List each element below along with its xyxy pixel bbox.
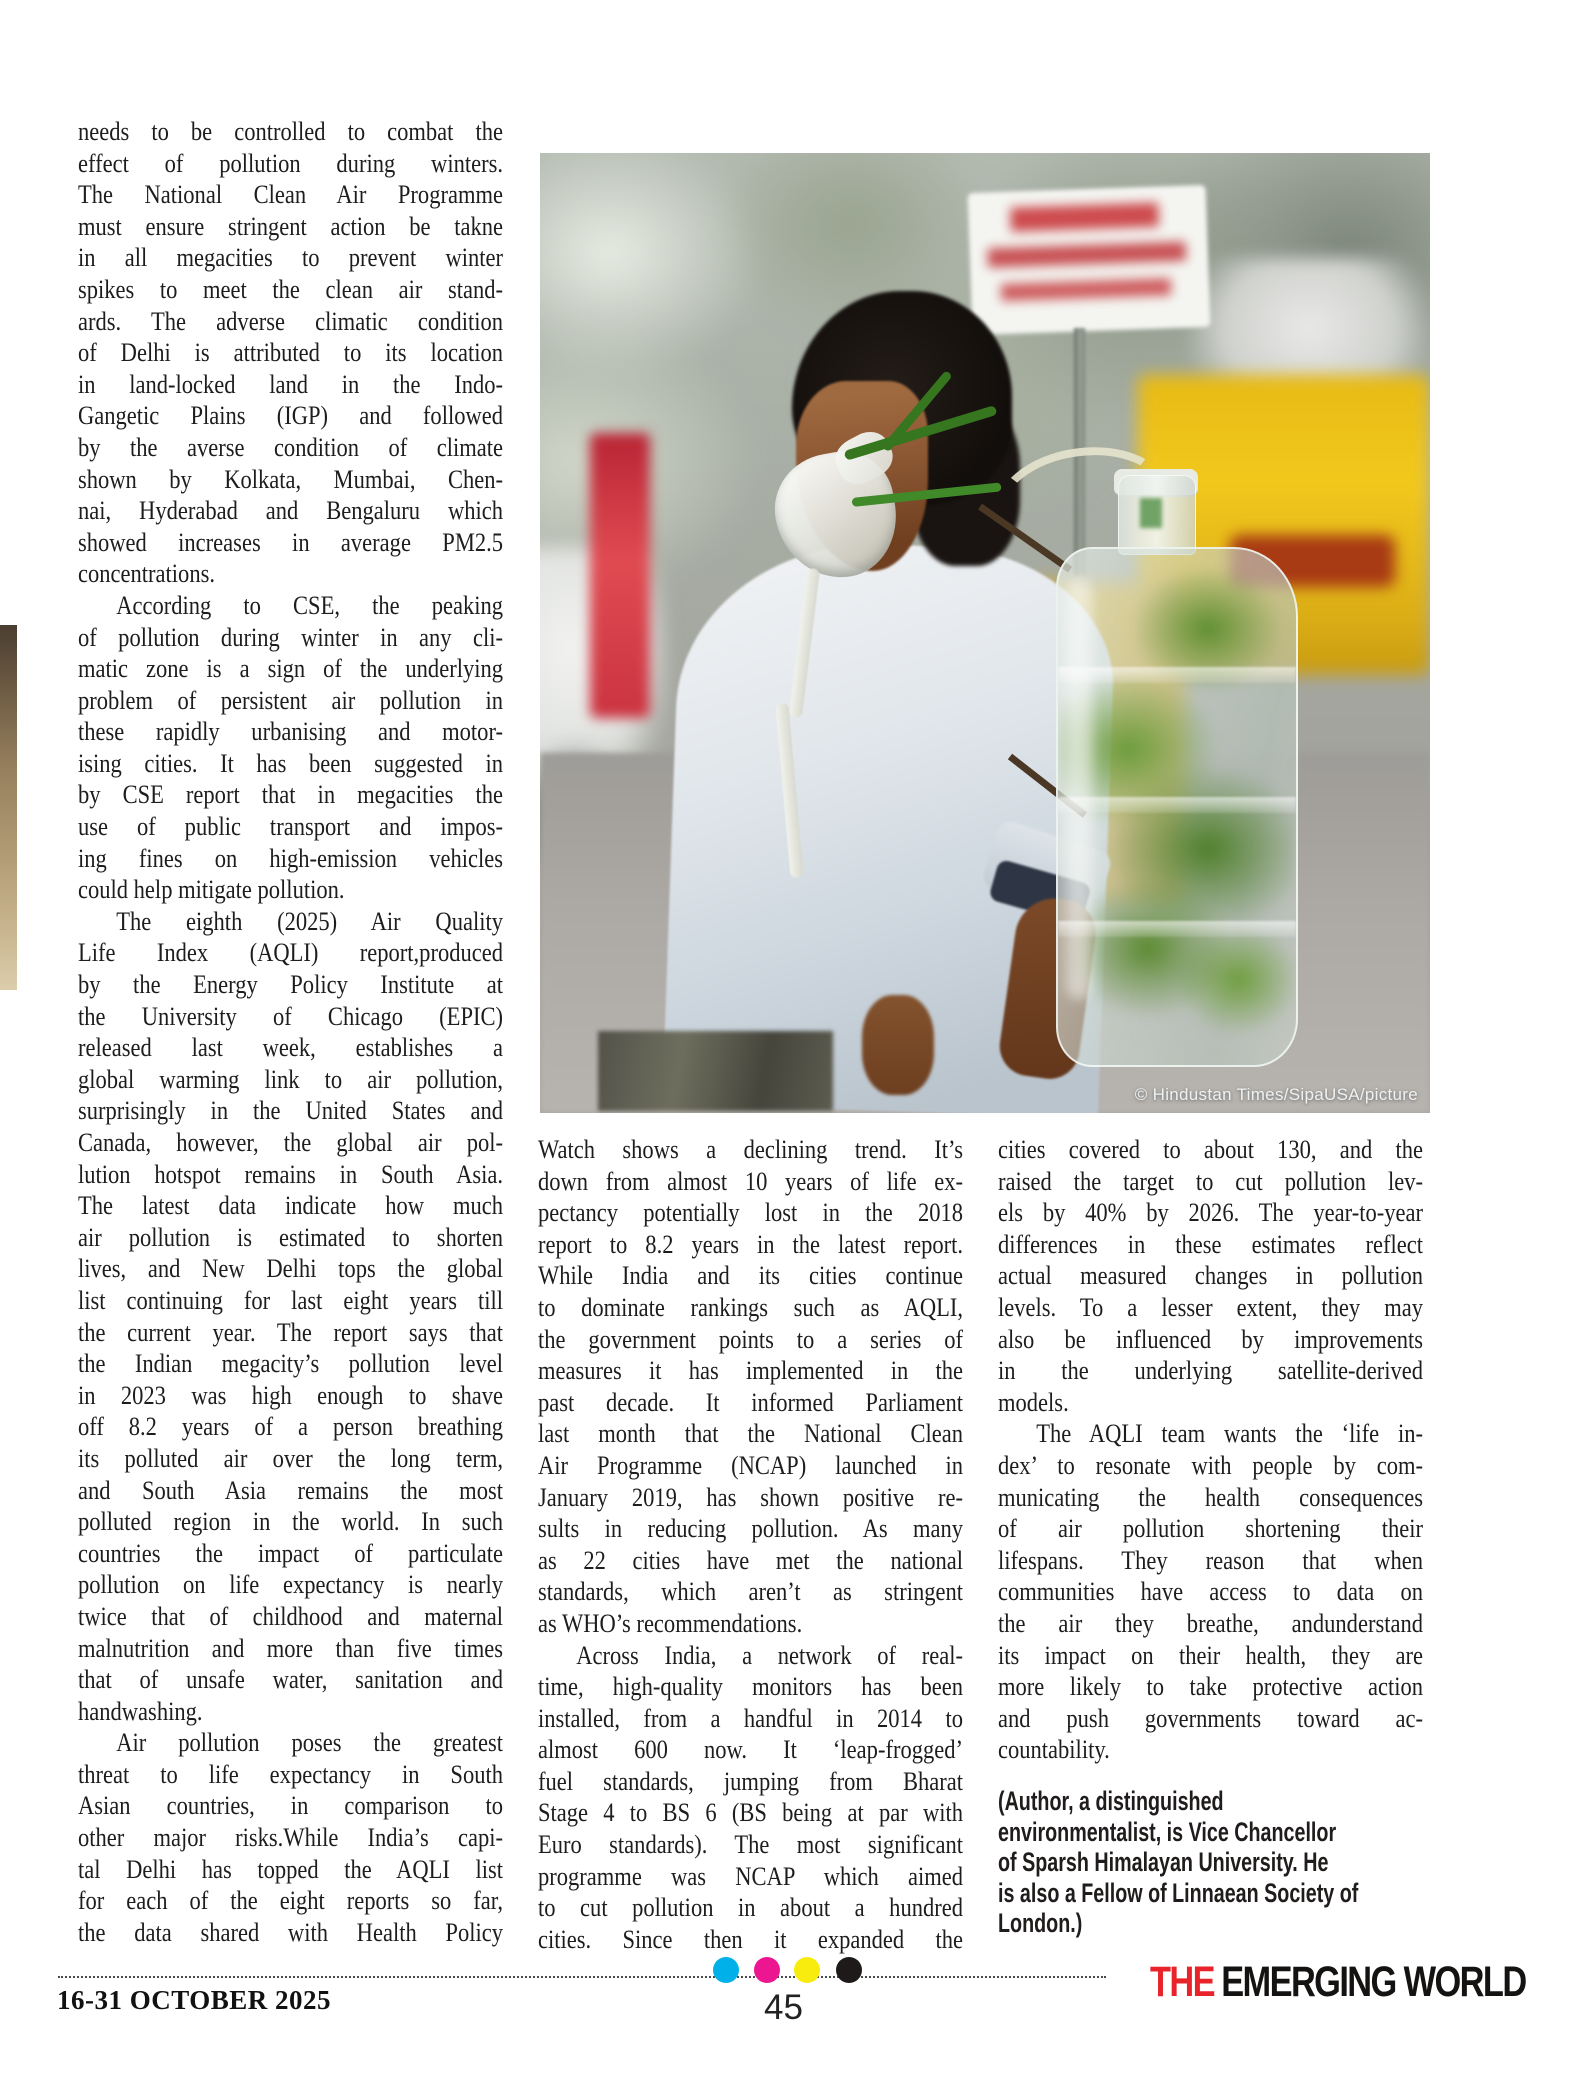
text-line: of Sparsh Himalayan University. He bbox=[998, 1847, 1329, 1878]
text-line: Across India, a network of real- bbox=[576, 1639, 963, 1670]
text-line: global warming link to air pollution, bbox=[78, 1063, 503, 1094]
red-banner bbox=[590, 433, 650, 718]
article-column-2 bbox=[538, 1134, 1038, 1955]
text-line: in land-locked land in the Indo- bbox=[78, 368, 503, 399]
text-line: (Author, a distinguished bbox=[998, 1786, 1224, 1816]
text-line: down from almost 10 years of life ex- bbox=[538, 1165, 963, 1196]
text-line: programme was NCAP which aimed bbox=[538, 1860, 963, 1891]
text-line: spikes to meet the clean air stand- bbox=[78, 273, 503, 304]
text-line: that of unsafe water, sanitation and bbox=[78, 1664, 503, 1695]
text-line: differences in these estimates reflect bbox=[998, 1228, 1423, 1259]
text-line: more likely to take protective action bbox=[998, 1671, 1423, 1702]
text-line: as WHO’s recommendations. bbox=[538, 1607, 803, 1638]
page-number: 45 bbox=[764, 1988, 803, 2027]
text-line: shown by Kolkata, Mumbai, Chen- bbox=[78, 463, 503, 494]
road-signboard bbox=[968, 185, 1211, 335]
jug-ridge bbox=[1058, 667, 1296, 683]
text-line: by the Energy Policy Institute at bbox=[78, 969, 503, 1000]
text-line: needs to be controlled to combat the bbox=[78, 116, 503, 146]
man-trousers bbox=[598, 1031, 833, 1111]
text-line: last month that the National Clean bbox=[538, 1418, 963, 1449]
text-line: its impact on their health, they are bbox=[998, 1639, 1423, 1670]
text-line: list continuing for last eight years till bbox=[78, 1284, 503, 1315]
text-line: showed increases in average PM2.5 bbox=[78, 526, 503, 557]
text-line: and push governments toward ac- bbox=[998, 1702, 1423, 1733]
text-line: in 2023 was high enough to shave bbox=[78, 1379, 503, 1410]
text-line: released last week, establishes a bbox=[78, 1032, 503, 1063]
text-line: January 2019, has shown positive re- bbox=[538, 1481, 963, 1512]
sign-text-blur bbox=[1010, 203, 1159, 232]
text-line: the air they breathe, andunderstand bbox=[998, 1607, 1423, 1638]
registration-dot-cyan bbox=[713, 1957, 739, 1983]
text-line: lifespans. They reason that when bbox=[998, 1544, 1423, 1575]
text-line: these rapidly urbanising and motor- bbox=[78, 716, 503, 747]
text-line: also be influenced by improvements bbox=[998, 1323, 1423, 1354]
text-line: by the averse condition of climate bbox=[78, 431, 503, 462]
text-line: the government points to a series of bbox=[538, 1323, 963, 1354]
text-line: raised the target to cut pollution lev- bbox=[998, 1165, 1423, 1196]
text-line: must ensure stringent action be takne bbox=[78, 210, 503, 241]
text-line: actual measured changes in pollution bbox=[998, 1260, 1423, 1291]
text-line: The AQLI team wants the ‘life in- bbox=[1036, 1418, 1423, 1449]
text-line: The eighth (2025) Air Quality bbox=[116, 905, 503, 936]
text-line: dex’ to resonate with people by com- bbox=[998, 1449, 1423, 1480]
text-line: is also a Fellow of Linnaean Society of bbox=[998, 1877, 1359, 1908]
registration-dot-magenta bbox=[754, 1957, 780, 1983]
jug-neck-label bbox=[1140, 498, 1162, 528]
text-line: could help mitigate pollution. bbox=[78, 874, 345, 905]
article-column-1 bbox=[78, 116, 578, 1948]
registration-dot-black bbox=[836, 1957, 862, 1983]
text-line: fuel standards, jumping from Bharat bbox=[538, 1765, 963, 1796]
text-line: almost 600 now. It ‘leap-frogged’ bbox=[538, 1734, 963, 1765]
text-line: effect of pollution during winters. bbox=[78, 147, 503, 178]
text-line: and South Asia remains the most bbox=[78, 1474, 503, 1505]
text-line: the University of Chicago (EPIC) bbox=[78, 1000, 503, 1031]
text-line: by CSE report that in megacities the bbox=[78, 779, 503, 810]
magazine-logo-the: THE bbox=[1150, 1958, 1214, 2006]
text-line: of air pollution shortening their bbox=[998, 1513, 1423, 1544]
text-line: problem of persistent air pollution in bbox=[78, 684, 503, 715]
author-bio bbox=[998, 1786, 1575, 1939]
text-line: ing fines on high-emission vehicles bbox=[78, 842, 503, 873]
text-line: countries the impact of particulate bbox=[78, 1537, 503, 1568]
adjacent-page-image-strip bbox=[0, 625, 17, 990]
text-line: threat to life expectancy in South bbox=[78, 1758, 503, 1789]
text-line: pectancy potentially lost in the 2018 bbox=[538, 1197, 963, 1228]
text-line: nai, Hyderabad and Bengaluru which bbox=[78, 495, 503, 526]
text-line: past decade. It informed Parliament bbox=[538, 1386, 963, 1417]
jug-ridge bbox=[1058, 921, 1296, 937]
text-line: off 8.2 years of a person breathing bbox=[78, 1411, 503, 1442]
text-line: matic zone is a sign of the underlying bbox=[78, 653, 503, 684]
text-line: standards, which aren’t as stringent bbox=[538, 1576, 963, 1607]
text-line: municating the health consequences bbox=[998, 1481, 1423, 1512]
text-line: cities. Since then it expanded the bbox=[538, 1923, 963, 1954]
text-line: handwashing. bbox=[78, 1695, 203, 1726]
text-line: Life Index (AQLI) report,produced bbox=[78, 937, 503, 968]
text-line: other major risks.While India’s capi- bbox=[78, 1822, 503, 1853]
text-line: polluted region in the world. In such bbox=[78, 1506, 503, 1537]
text-line: London.) bbox=[998, 1908, 1083, 1939]
text-line: ising cities. It has been suggested in bbox=[78, 747, 503, 778]
text-line: According to CSE, the peaking bbox=[116, 589, 503, 620]
text-line: The latest data indicate how much bbox=[78, 1190, 503, 1221]
text-line: Gangetic Plains (IGP) and followed bbox=[78, 400, 503, 431]
text-line: of Delhi is attributed to its location bbox=[78, 337, 503, 368]
text-line: surprisingly in the United States and bbox=[78, 1095, 503, 1126]
text-line: Stage 4 to BS 6 (BS being at par with bbox=[538, 1797, 963, 1828]
text-line: the current year. The report says that bbox=[78, 1316, 503, 1347]
text-line: time, high-quality monitors has been bbox=[538, 1671, 963, 1702]
text-line: cities covered to about 130, and the bbox=[998, 1134, 1423, 1164]
text-line: Canada, however, the global air pol- bbox=[78, 1127, 503, 1157]
text-line: ards. The adverse climatic condition bbox=[78, 305, 503, 336]
text-line: models. bbox=[998, 1386, 1069, 1417]
text-line: lives, and New Delhi tops the global bbox=[78, 1253, 503, 1284]
text-line: installed, from a handful in 2014 to bbox=[538, 1702, 963, 1733]
text-line: the data shared with Health Policy bbox=[78, 1916, 503, 1947]
article-photo bbox=[540, 153, 1430, 1113]
water-jug-with-plants bbox=[1056, 547, 1298, 1067]
text-line: Euro standards). The most significant bbox=[538, 1829, 963, 1860]
text-line: the Indian megacity’s pollution level bbox=[78, 1348, 503, 1379]
text-line: in all megacities to prevent winter bbox=[78, 242, 503, 273]
text-line: countability. bbox=[998, 1734, 1110, 1765]
text-line: its polluted air over the long term, bbox=[78, 1442, 503, 1473]
text-line: sults in reducing pollution. As many bbox=[538, 1513, 963, 1544]
man-hand bbox=[862, 995, 934, 1095]
text-line: Air pollution poses the greatest bbox=[116, 1727, 503, 1758]
text-line: as 22 cities have met the national bbox=[538, 1544, 963, 1575]
text-line: els by 40% by 2026. The year-to-year bbox=[998, 1197, 1423, 1228]
magazine-logo-rest: EMERGING WORLD bbox=[1221, 1958, 1526, 2006]
text-line: concentrations. bbox=[78, 558, 215, 589]
jug-ridge bbox=[1058, 797, 1296, 813]
sign-text-blur bbox=[1001, 278, 1171, 301]
photo-credit: © Hindustan Times/SipaUSA/picture bbox=[1134, 1085, 1418, 1104]
text-line: in the underlying satellite-derived bbox=[998, 1355, 1423, 1386]
text-line: use of public transport and impos- bbox=[78, 811, 503, 842]
text-line: for each of the eight reports so far, bbox=[78, 1885, 503, 1916]
text-line: of pollution during winter in any cli- bbox=[78, 621, 503, 652]
text-line: environmentalist, is Vice Chancellor bbox=[998, 1816, 1337, 1847]
text-line: to dominate rankings such as AQLI, bbox=[538, 1291, 963, 1322]
text-line: levels. To a lesser extent, they may bbox=[998, 1291, 1423, 1322]
text-line: air pollution is estimated to shorten bbox=[78, 1221, 503, 1252]
text-line: tal Delhi has topped the AQLI list bbox=[78, 1853, 503, 1884]
text-line: twice that of childhood and maternal bbox=[78, 1600, 503, 1631]
text-line: While India and its cities continue bbox=[538, 1260, 963, 1291]
text-line: pollution on life expectancy is nearly bbox=[78, 1569, 503, 1600]
text-line: Asian countries, in comparison to bbox=[78, 1790, 503, 1821]
registration-dot-yellow bbox=[794, 1957, 820, 1983]
text-line: Air Programme (NCAP) launched in bbox=[538, 1449, 963, 1480]
text-line: report to 8.2 years in the latest report. bbox=[538, 1228, 963, 1259]
text-line: communities have access to data on bbox=[998, 1576, 1423, 1607]
issue-date: 16-31 OCTOBER 2025 bbox=[57, 1985, 332, 2015]
jug-highlight bbox=[1066, 579, 1092, 999]
text-line: Watch shows a declining trend. It’s bbox=[538, 1134, 963, 1164]
text-line: lution hotspot remains in South Asia. bbox=[78, 1158, 503, 1189]
text-line: The National Clean Air Programme bbox=[78, 179, 503, 210]
sign-text-blur bbox=[988, 242, 1187, 268]
text-line: to cut pollution in about a hundred bbox=[538, 1892, 963, 1923]
footer-dotted-rule bbox=[58, 1976, 1106, 1978]
text-line: malnutrition and more than five times bbox=[78, 1632, 503, 1663]
magazine-logo bbox=[1150, 1958, 1526, 2007]
article-column-3 bbox=[998, 1134, 1498, 1766]
text-line: measures it has implemented in the bbox=[538, 1355, 963, 1386]
